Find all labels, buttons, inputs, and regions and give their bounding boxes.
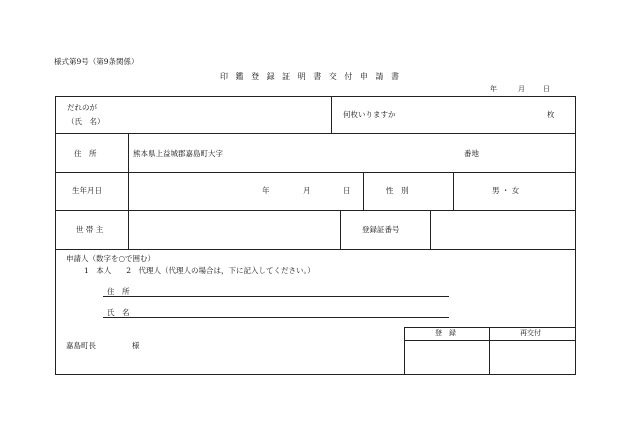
row-divider: [55, 249, 576, 250]
banchi-label: 番地: [464, 149, 479, 158]
row-divider: [55, 133, 576, 134]
col-divider: [128, 172, 129, 210]
form-code: 様式第9号（第9条関係）: [54, 57, 139, 66]
household-head-label: 世 帯 主: [76, 225, 104, 234]
dob-month: 月: [303, 186, 311, 195]
agent-name-line: [103, 317, 449, 318]
agent-address-label: 住 所: [107, 287, 130, 296]
agent-name-label: 氏 名: [107, 308, 130, 317]
col-divider: [128, 133, 129, 172]
dob-year: 年: [262, 186, 270, 195]
address-label: 住 所: [74, 149, 97, 158]
stamp-col-divider: [489, 327, 490, 375]
honorific: 様: [132, 341, 140, 350]
address-value: 熊本県上益城郡嘉島町大字: [133, 149, 223, 158]
header-day: 日: [543, 85, 550, 93]
col-divider: [430, 210, 431, 249]
registration-number-label: 登録証番号: [362, 225, 400, 234]
stamp-box: [404, 327, 576, 375]
col-divider: [340, 210, 341, 249]
applicant-label: 申請人（数字を○で囲む）: [66, 254, 156, 263]
header-month: 月: [518, 85, 525, 93]
col-divider: [453, 172, 454, 210]
agent-address-line: [103, 296, 449, 297]
row-divider: [55, 172, 576, 173]
dob-label: 生年月日: [72, 186, 102, 195]
form-title: 印 鑑 登 録 証 明 書 交 付 申 請 書: [220, 72, 402, 81]
count-label: 何枚いりますか: [343, 110, 396, 119]
dob-day: 日: [343, 186, 351, 195]
header-year: 年: [490, 85, 497, 93]
name-label-line1: だれのが: [67, 103, 97, 112]
col-divider: [363, 172, 364, 210]
stamp-col-reissue: 再交付: [520, 329, 541, 337]
applicant-options: 1 本人 2 代理人（代理人の場合は，下に記入してください。）: [84, 266, 315, 275]
addressee: 嘉島町長: [66, 341, 96, 350]
name-label-line2: （氏 名）: [67, 117, 105, 126]
row-divider: [55, 210, 576, 211]
count-unit: 枚: [547, 110, 555, 119]
sex-options: 男 ・ 女: [492, 186, 520, 195]
stamp-header-divider: [404, 340, 576, 341]
col-divider: [331, 96, 332, 133]
stamp-col-registration: 登 録: [435, 329, 456, 337]
col-divider: [128, 210, 129, 249]
sex-label: 性 別: [386, 186, 409, 195]
